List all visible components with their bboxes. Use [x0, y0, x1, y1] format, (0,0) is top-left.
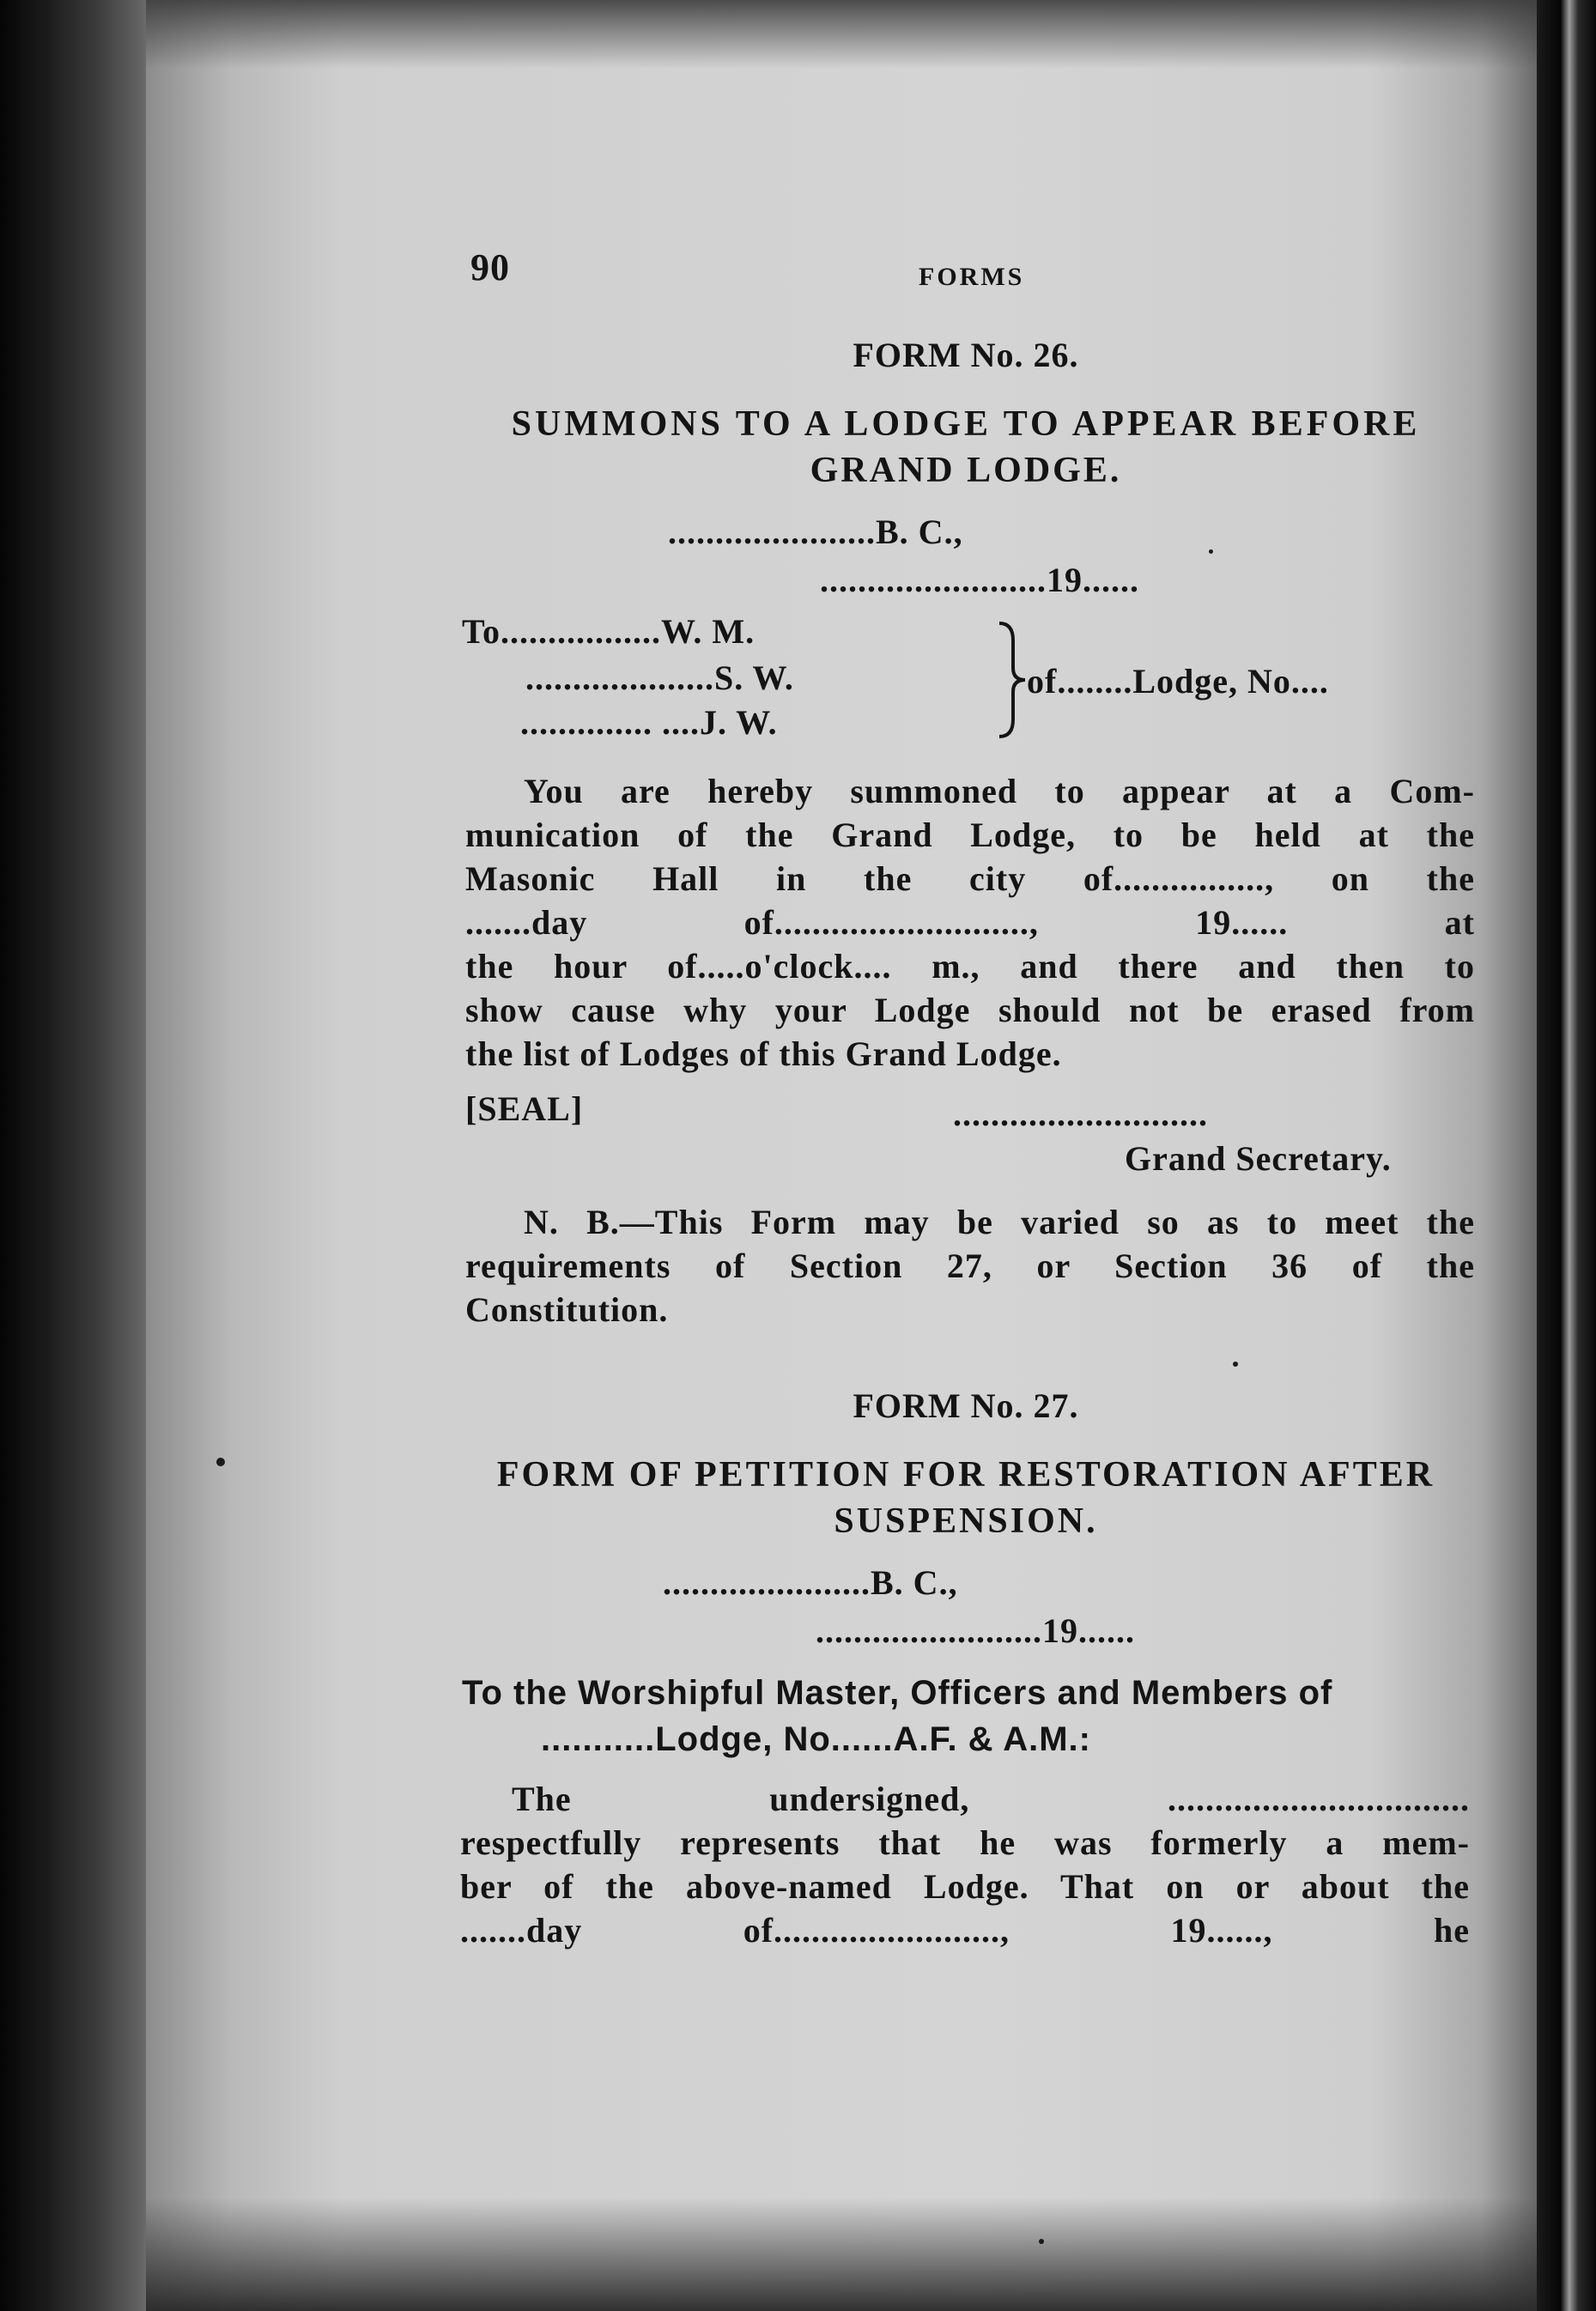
body-line: Masonic Hall in the city of................, on the — [465, 859, 1475, 898]
body-line: ber of the above-named Lodge. That on or about the — [460, 1867, 1470, 1906]
scan-speck — [1039, 2239, 1044, 2244]
body-line: You are hereby summoned to appear at a Com- — [524, 772, 1475, 810]
page-right-edge — [1537, 0, 1596, 2311]
body-line: the list of Lodges of this Grand Lodge. — [465, 1034, 1062, 1073]
body-line: munication of the Grand Lodge, to be held at the — [465, 816, 1475, 854]
form-26-number: FORM No. 26. — [853, 336, 1079, 374]
form-27-title-line-2: SUSPENSION. — [834, 1501, 1098, 1541]
page-bottom-shadow — [146, 2198, 1537, 2311]
form-27-place-line: ......................B. C., — [663, 1563, 958, 1602]
body-line: show cause why your Lodge should not be erased from — [465, 991, 1475, 1029]
scan-speck — [1233, 1362, 1238, 1367]
form-27-title-line-1: FORM OF PETITION FOR RESTORATION AFTER — [496, 1455, 1435, 1495]
curly-brace-icon — [994, 620, 1029, 740]
body-line: the hour of.....o'clock.... m., and there and then to — [465, 947, 1475, 986]
body-line: .......day of........................, 19......, he — [460, 1911, 1470, 1950]
body-line: The undersigned, ................................ — [512, 1780, 1470, 1818]
scan-speck — [216, 1458, 225, 1466]
addressee-senior-warden: ....................S. W. — [525, 658, 794, 697]
form-26-lodge-line: of........Lodge, No.... — [1027, 662, 1329, 701]
form-27-address-line-2: ...........Lodge, No......A.F. & A.M.: — [541, 1720, 1091, 1758]
form-26-title-line-1: SUMMONS TO A LODGE TO APPEAR BEFORE — [511, 404, 1421, 444]
body-line: .......day of..........................., 19...... at — [465, 903, 1475, 942]
addressee-worshipful-master: To.................W. M. — [462, 612, 756, 651]
scan-speck — [1209, 549, 1213, 554]
addressee-junior-warden: .............. ....J. W. — [520, 703, 778, 742]
form-27-number: FORM No. 27. — [853, 1386, 1079, 1425]
page-top-shadow — [146, 0, 1537, 69]
form-26-date-line: ........................19...... — [820, 561, 1139, 599]
running-title: FORMS — [919, 263, 1025, 291]
form-27-date-line: ........................19...... — [816, 1611, 1135, 1650]
signature-line: ........................... — [953, 1095, 1208, 1133]
book-spine-gutter — [0, 0, 159, 2311]
form-26-title-line-2: GRAND LODGE. — [810, 451, 1122, 490]
body-line: respectfully represents that he was formerly a mem- — [460, 1823, 1470, 1862]
note-line: N. B.—This Form may be varied so as to meet the — [524, 1203, 1475, 1241]
seal-placeholder: [SEAL] — [465, 1089, 584, 1128]
form-26-note — [465, 1200, 1475, 1331]
note-line: requirements of Section 27, or Section 36 of the — [465, 1246, 1475, 1285]
note-line: Constitution. — [465, 1290, 669, 1329]
page-number: 90 — [470, 246, 510, 288]
form-26-place-line: ......................B. C., — [668, 513, 963, 551]
form-27-address-line-1: To the Worshipful Master, Officers and Members of — [462, 1674, 1333, 1712]
form-26-body — [465, 769, 1475, 1076]
form-27-body — [460, 1777, 1470, 1952]
signature-title: Grand Secretary. — [1125, 1139, 1392, 1178]
